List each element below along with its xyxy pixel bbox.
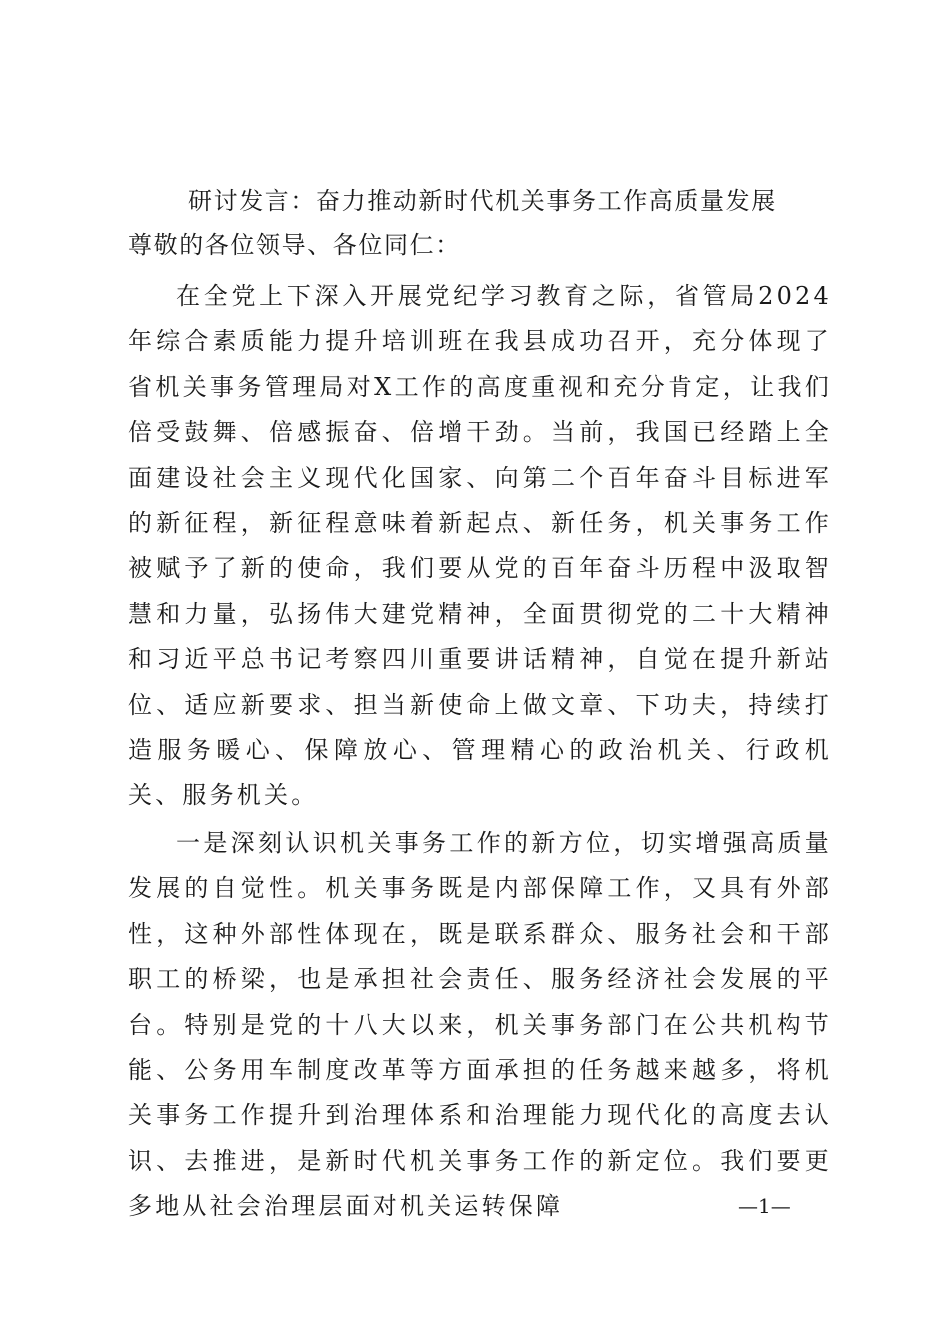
paragraph-point-one: 一是深刻认识机关事务工作的新方位，切实增强高质量发展的自觉性。机关事务既是内部保障工作，又具有外部性，这种外部性体现在，既是联系群众、服务社会和干部职工的桥梁，也是承担社会责任、服务经济社会发展的平台。特别是党的十八大以来，机关事务部门在公共机构节能、公务用车制度改革等方面承担的任务越来越多，将机关事务工作提升到治理体系和治理能力现代化的高度去认识、去推进，是新时代机关事务工作的新定位。我们要更多地从社会治理层面对机关运转保障 xyxy=(128,828,832,1221)
salutation: 尊敬的各位领导、各位同仁： xyxy=(128,231,461,259)
paragraph-intro: 在全党上下深入开展党纪学习教育之际，省管局2024年综合素质能力提升培训班在我县成功召开，充分体现了省机关事务管理局对X工作的高度重视和充分肯定，让我们倍受鼓舞、倍感振奋、倍增干劲。当前，我国已经踏上全面建设社会主义现代化国家、向第二个百年奋斗目标进军的新征程，新征程意味着新起点、新任务，机关事务工作被赋予了新的使命，我们要从党的百年奋斗历程中汲取智慧和力量，弘扬伟大建党精神，全面贯彻党的二十大精神和习近平总书记考察四川重要讲话精神，自觉在提升新站位、适应新要求、担当新使命上做文章、下功夫，持续打造服务暖心、保障放心、管理精心的政治机关、行政机关、服务机关。 xyxy=(128,282,832,810)
document-title: 研讨发言：奋力推动新时代机关事务工作高质量发展 xyxy=(188,187,777,215)
page-number: —1— xyxy=(738,1194,791,1218)
document-body xyxy=(128,274,832,1232)
